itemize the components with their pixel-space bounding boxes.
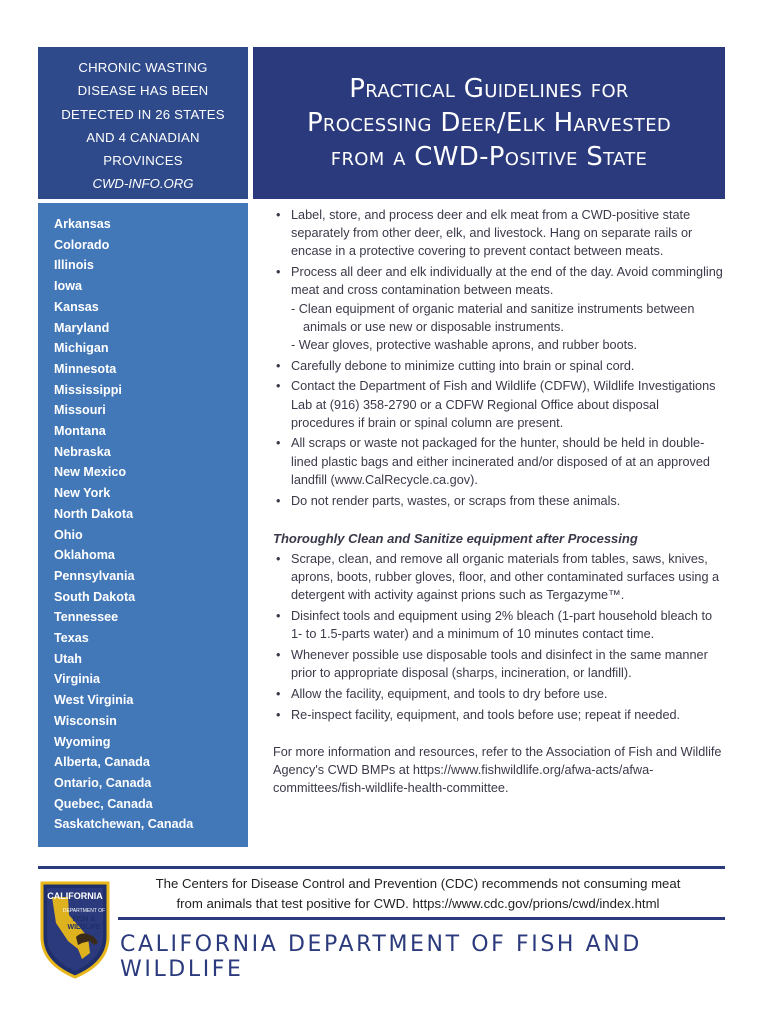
list-item: Kansas: [54, 299, 99, 314]
guideline-subitems: [291, 300, 725, 355]
list-item: Colorado: [54, 237, 110, 252]
list-item: Ontario, Canada: [54, 775, 152, 790]
list-item: North Dakota: [54, 506, 134, 521]
cdc-recommendation: [118, 874, 718, 914]
guideline-item: • Label, store, and process deer and elk meat from a CWD-positive state separately from other deer, elk, and livestock. Hang on separate rails or encase in a protective covering to prevent contact between meats.: [273, 206, 725, 261]
guideline-item-commingling: [273, 263, 725, 354]
guideline-subitem: - Clean equipment of organic material and sanitize instruments between animals or use new or disposable instruments.: [291, 301, 695, 334]
list-item: Texas: [54, 631, 89, 646]
list-item: Tennessee: [54, 610, 119, 625]
sanitize-list: [273, 550, 725, 724]
title-line-2: Processing Deer/Elk Harvested: [306, 108, 672, 138]
main-content: [273, 206, 725, 797]
title-line-1: Practical Guidelines for: [349, 74, 629, 104]
list-item: Alberta, Canada: [54, 755, 150, 770]
sanitize-item: • Whenever possible use disposable tools and disinfect in the same manner prior to appropriate disposal (sharps, incineration, or landfill).: [273, 646, 725, 682]
list-item: Utah: [54, 651, 82, 666]
list-item: Quebec, Canada: [54, 796, 153, 811]
list-item: Pennsylvania: [54, 568, 135, 583]
list-item: Arkansas: [54, 217, 111, 231]
list-item: Oklahoma: [54, 548, 115, 563]
list-item: New Mexico: [54, 465, 127, 480]
list-item: South Dakota: [54, 589, 136, 604]
state-list: [38, 203, 248, 847]
seal-fish: FISH &: [72, 916, 96, 923]
list-item: Wyoming: [54, 734, 111, 749]
cdc-line-1: The Centers for Disease Control and Prevention (CDC) recommends not consuming meat: [155, 876, 681, 891]
list-item: Nebraska: [54, 444, 111, 459]
guideline-subitem: - Wear gloves, protective washable aprons, and rubber boots.: [291, 337, 638, 352]
cwd-detected-panel: [38, 47, 248, 199]
panel-line-3: DETECTED IN 26 STATES: [61, 106, 225, 122]
footer-bottom-rule: [118, 917, 725, 920]
list-item: Saskatchewan, Canada: [54, 817, 194, 832]
guideline-item: • All scraps or waste not packaged for the hunter, should be held in double-lined plastic bags and either incinerated and/or disposed of at an approved landfill (www.CalRecycle.ca.gov).: [273, 434, 725, 489]
seal-dept-of: DEPARTMENT OF: [62, 908, 106, 914]
guidelines-list: [273, 206, 725, 510]
more-info-paragraph: For more information and resources, refer to the Association of Fish and Wildlife Agency's CWD BMPs at https://www.fishwildlife.org/afwa-acts/afwa-committees/fish-wildlife-health-committee.: [273, 744, 722, 796]
list-item: Iowa: [54, 279, 82, 294]
list-item: Maryland: [54, 320, 110, 335]
department-name: CALIFORNIA DEPARTMENT OF FISH AND WILDLIFE: [120, 932, 642, 982]
list-item: Minnesota: [54, 361, 117, 376]
sanitize-item: • Disinfect tools and equipment using 2% bleach (1-part household bleach to 1- to 1.5-parts water) and a minimum of 10 minutes contact time.: [273, 607, 725, 643]
seal-wildlife: WILDLIFE: [67, 924, 101, 931]
list-item: Wisconsin: [54, 713, 117, 728]
seal-title: CALIFORNIA: [47, 891, 103, 901]
panel-line-2: DISEASE HAS BEEN: [77, 83, 209, 99]
sanitize-item: • Re-inspect facility, equipment, and tools before use; repeat if needed.: [273, 706, 725, 724]
cdc-line-2: from animals that test positive for CWD. https://www.cdc.gov/prions/cwd/index.html: [176, 896, 660, 911]
sanitize-heading: Thoroughly Clean and Sanitize equipment after Processing: [273, 530, 638, 546]
cdfw-seal-logo: [38, 879, 112, 980]
list-item: Illinois: [54, 258, 94, 273]
title-line-3: from a CWD-Positive State: [330, 142, 648, 172]
list-item: West Virginia: [54, 693, 134, 708]
list-item: Mississippi: [54, 382, 122, 397]
panel-line-1: CHRONIC WASTING: [78, 60, 208, 75]
list-item: Montana: [54, 424, 106, 439]
list-item: Ohio: [54, 527, 83, 542]
guideline-item-text: Process all deer and elk individually at the end of the day. Avoid commingling meat and cross contamination between meats.: [291, 265, 723, 298]
list-item: Virginia: [54, 672, 100, 687]
cwd-info-link[interactable]: CWD-INFO.ORG: [92, 176, 194, 192]
sanitize-item: • Scrape, clean, and remove all organic materials from tables, saws, knives, aprons, boots, rubber gloves, floor, and other contaminated surfaces using a detergent with activity against prions such as Tergazyme™.: [273, 550, 725, 605]
guideline-item: • Carefully debone to minimize cutting into brain or spinal cord.: [273, 357, 725, 375]
list-item: New York: [54, 486, 111, 501]
guideline-item: • Contact the Department of Fish and Wildlife (CDFW), Wildlife Investigations Lab at (916) 358-2790 or a CDFW Regional Office about disposal procedures if brain or spinal column are present.: [273, 377, 725, 432]
panel-line-5: PROVINCES: [103, 153, 183, 169]
list-item: Missouri: [54, 403, 106, 418]
page-title: [253, 47, 725, 199]
footer-top-rule: [38, 866, 725, 869]
panel-line-4: AND 4 CANADIAN: [86, 129, 200, 145]
guideline-item: • Do not render parts, wastes, or scraps from these animals.: [273, 492, 725, 510]
sanitize-item: • Allow the facility, equipment, and tools to dry before use.: [273, 685, 725, 703]
list-item: Michigan: [54, 341, 109, 356]
